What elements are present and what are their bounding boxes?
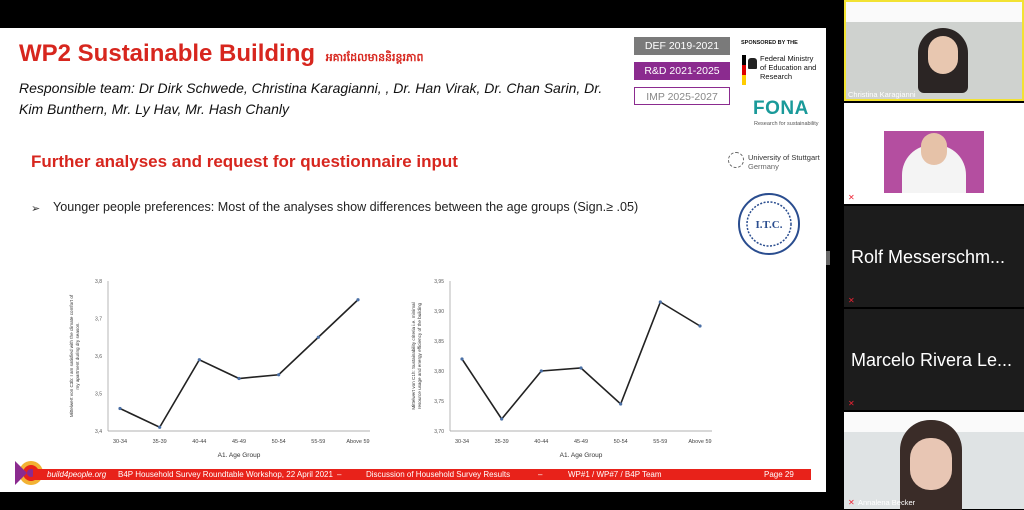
y-tick-label: 3,90	[434, 309, 444, 315]
participant-name-rolf: Rolf Messerschm...	[851, 247, 1006, 267]
data-point	[540, 369, 543, 372]
x-tick-label: 40-44	[534, 439, 549, 445]
x-tick-label: 50-54	[271, 439, 286, 445]
fona-subtitle: Research for sustainability	[754, 121, 819, 127]
university-country: Germany	[748, 162, 779, 171]
y-tick-label: 3,7	[95, 316, 102, 323]
participant-name-christina: Christina Karagianni	[848, 90, 916, 99]
participant-name-annalena: Annalena Becker	[858, 498, 916, 507]
itc-seal-icon	[737, 192, 801, 256]
y-tick-label: 3,85	[434, 339, 444, 345]
chart-sustainability-criteria	[400, 247, 730, 462]
mic-muted-icon: ✕	[848, 498, 855, 507]
phase-def: DEF 2019-2021	[634, 37, 730, 55]
x-tick-label: 55-59	[311, 439, 326, 445]
x-tick-label: 50-54	[613, 439, 628, 445]
university-logo	[748, 153, 820, 171]
bullet-text: Younger people preferences: Most of the analyses show differences between the age groups (Sign.≥ .05)	[53, 200, 639, 214]
y-axis-label: Mittelwert von C3b: I am satisfied with the climate comfort ofmy apartment during dry season.	[69, 294, 80, 418]
footer-dash-2: –	[538, 470, 543, 479]
x-axis-label: A1. Age Group	[559, 452, 603, 459]
footer-event: B4P Household Survey Roundtable Workshop, 22 April 2021	[118, 470, 333, 479]
x-tick-label: 30-34	[112, 439, 128, 445]
fona-logo: FONA	[753, 98, 809, 119]
presentation-slide	[0, 28, 826, 492]
x-tick-label: 55-59	[653, 439, 668, 445]
data-point	[619, 402, 622, 405]
data-point	[158, 426, 161, 429]
sponsor-label: SPONSORED BY THE	[741, 40, 798, 46]
participant-logo-strip	[846, 2, 1022, 22]
y-axis-label: Mittelwert von C1h: Sustainability criteria i.e. minimalresource usage and energy efficiency of the building	[411, 302, 422, 410]
y-tick-label: 3,70	[434, 429, 444, 435]
mic-muted-icon: ✕	[848, 296, 855, 305]
chart-climate-comfort	[58, 247, 388, 462]
data-point	[237, 377, 240, 380]
panel-resize-handle[interactable]	[826, 251, 830, 265]
university-name: University of Stuttgart	[748, 153, 820, 162]
data-point	[277, 373, 280, 376]
data-point	[460, 357, 463, 360]
footer-topic: Discussion of Household Survey Results	[366, 470, 511, 479]
participant-video-christina[interactable]	[844, 0, 1024, 101]
mic-muted-icon: ✕	[848, 193, 855, 202]
phase-rd: R&D 2021-2025	[634, 62, 730, 80]
y-tick-label: 3,80	[434, 369, 444, 375]
slide-title	[19, 40, 423, 68]
responsible-team: Responsible team: Dr Dirk Schwede, Christina Karagianni, , Dr. Han Virak, Dr. Chan Sarin, Dr. Kim Bunthern, Mr. Ly Hav, Mr. Hash Chanly	[19, 80, 603, 117]
bullet-arrow-icon: ➢	[31, 203, 41, 215]
y-tick-label: 3,75	[434, 399, 444, 405]
face-icon	[928, 36, 958, 74]
data-point	[659, 300, 662, 303]
participant-video-annalena[interactable]	[844, 412, 1024, 509]
footer-dash-1: –	[337, 470, 342, 479]
face-icon	[910, 438, 952, 490]
x-tick-label: 45-49	[231, 439, 247, 445]
data-point	[500, 417, 503, 420]
x-tick-label: 30-34	[454, 439, 470, 445]
university-logo-icon	[728, 152, 744, 168]
x-axis-label: A1. Age Group	[217, 452, 261, 459]
mic-muted-icon: ✕	[848, 399, 855, 408]
slide-subtitle: Further analyses and request for questionnaire input	[31, 152, 458, 171]
x-tick-label: 35-39	[494, 439, 509, 445]
bmbf-logo-text: Federal Ministry of Education and Research	[760, 54, 817, 81]
y-tick-label: 3,5	[95, 391, 102, 398]
x-tick-label: Above 59	[688, 439, 712, 445]
y-tick-label: 3,6	[95, 354, 102, 360]
x-tick-label: 35-39	[152, 439, 167, 445]
series-line	[120, 300, 358, 428]
x-tick-label: Above 59	[346, 439, 370, 445]
data-point	[118, 407, 121, 410]
data-point	[317, 336, 320, 339]
participant-name-marcelo: Marcelo Rivera Le...	[851, 350, 1013, 370]
data-point	[198, 358, 201, 361]
data-point	[579, 366, 582, 369]
x-tick-label: 45-49	[573, 439, 589, 445]
phase-imp: IMP 2025-2027	[634, 87, 730, 105]
y-tick-label: 3,4	[95, 429, 102, 435]
footer-team: WP#1 / WP#7 / B4P Team	[568, 470, 662, 479]
series-line	[462, 302, 700, 419]
eagle-icon	[748, 58, 757, 69]
footer-page: Page 29	[764, 470, 794, 479]
participant-name-michael: Michael Waibel (Build4People)	[858, 193, 960, 202]
footer-site: build4people.org	[47, 470, 107, 479]
y-tick-label: 3,8	[95, 279, 102, 285]
participant-video-michael[interactable]	[844, 103, 1024, 204]
german-flag-icon	[742, 55, 746, 85]
slide-title-khmer: អគារដែលមាននិរន្តរភាព	[325, 52, 424, 64]
slide-footer	[33, 469, 811, 480]
face-icon	[921, 133, 947, 165]
y-tick-label: 3,95	[434, 279, 444, 285]
itc-seal-text: I.T.C.	[755, 219, 783, 231]
slide-title-text: WP2 Sustainable Building	[19, 40, 316, 67]
x-tick-label: 40-44	[192, 439, 207, 445]
data-point	[356, 298, 359, 301]
data-point	[698, 324, 701, 327]
